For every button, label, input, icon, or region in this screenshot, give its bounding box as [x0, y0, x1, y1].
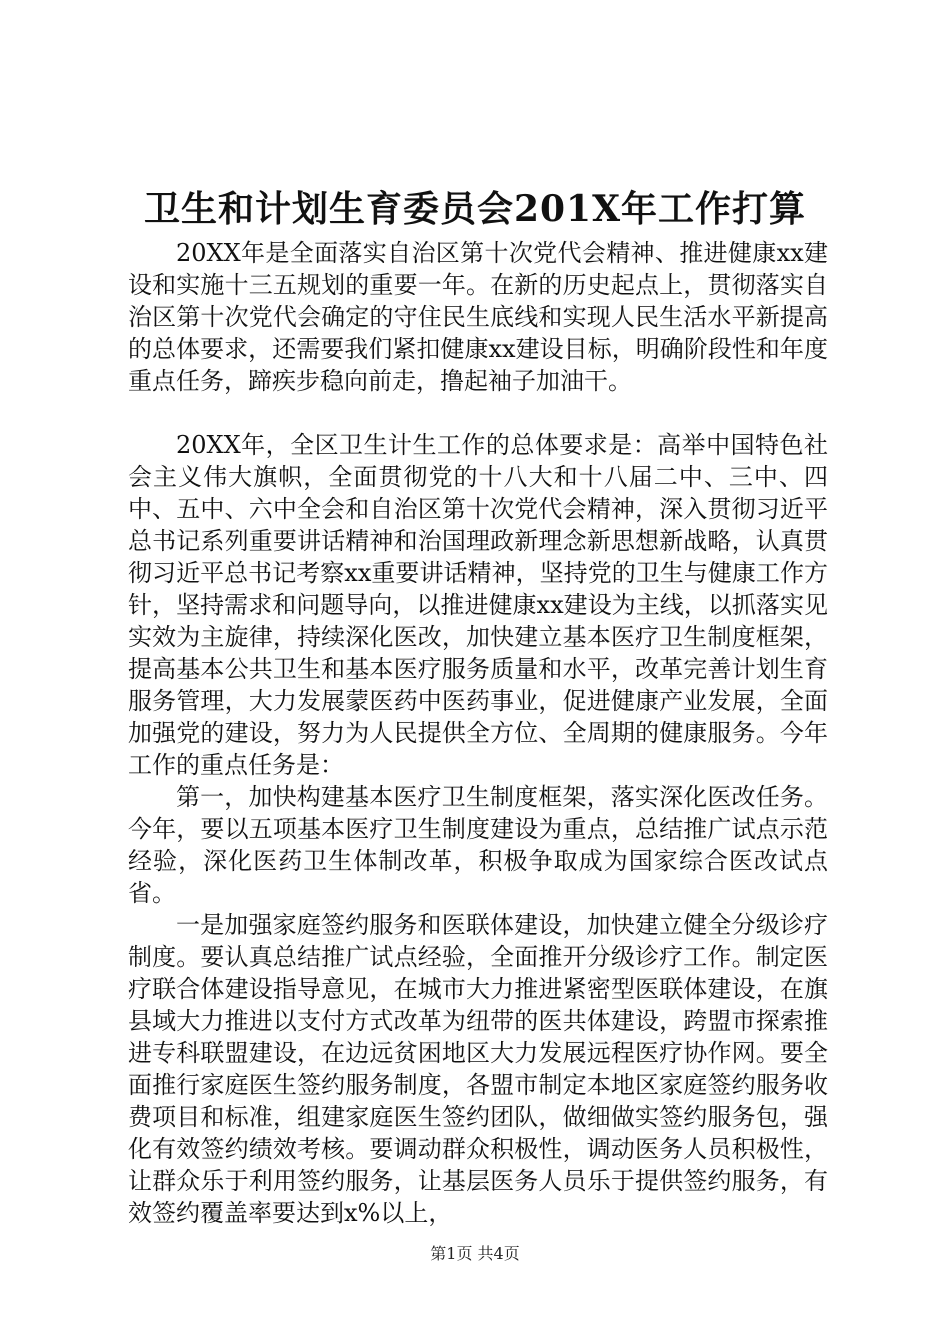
- paragraph-task-one: 第一，加快构建基本医疗卫生制度框架，落实深化医改任务。今年，要以五项基本医疗卫生制度建设为重点，总结推广试点示范经验，深化医药卫生体制改革，积极争取成为国家综合医改试点省。: [128, 783, 828, 907]
- page-number-footer: 第1页 共4页: [430, 1244, 520, 1263]
- document-body: [128, 237, 828, 1229]
- paragraph-item-one: 一是加强家庭签约服务和医联体建设，加快建立健全分级诊疗制度。要认真总结推广试点经验，全面推开分级诊疗工作。制定医疗联合体建设指导意见，在城市大力推进紧密型医联体建设，在旗县域大力推进以支付方式改革为纽带的医共体建设，跨盟市探索推进专科联盟建设，在边远贫困地区大力发展远程医疗协作网。要全面推行家庭医生签约服务制度，各盟市制定本地区家庭签约服务收费项目和标准，组建家庭医生签约团队，做细做实签约服务包，强化有效签约绩效考核。要调动群众积极性，调动医务人员积极性，让群众乐于利用签约服务，让基层医务人员乐于提供签约服务，有效签约覆盖率要达到x%以上，: [128, 911, 828, 1227]
- paragraph-spacer: [128, 397, 828, 429]
- document-title: 卫生和计划生育委员会201X年工作打算: [143, 188, 807, 230]
- paragraph-intro: 20XX年是全面落实自治区第十次党代会精神、推进健康xx建设和实施十三五规划的重要一年。在新的历史起点上，贯彻落实自治区第十次党代会确定的守住民生底线和实现人民生活水平新提高的总体要求，还需要我们紧扣健康xx建设目标，明确阶段性和年度重点任务，蹄疾步稳向前走，撸起袖子加油干。: [128, 239, 828, 395]
- paragraph-general-requirements: 20XX年，全区卫生计生工作的总体要求是：高举中国特色社会主义伟大旗帜，全面贯彻党的十八大和十八届二中、三中、四中、五中、六中全会和自治区第十次党代会精神，深入贯彻习近平总书记系列重要讲话精神和治国理政新理念新思想新战略，认真贯彻习近平总书记考察xx重要讲话精神，坚持党的卫生与健康工作方针，坚持需求和问题导向，以推进健康xx建设为主线，以抓落实见实效为主旋律，持续深化医改，加快建立基本医疗卫生制度框架，提高基本公共卫生和基本医疗服务质量和水平，改革完善计划生育服务管理，大力发展蒙医药中医药事业，促进健康产业发展，全面加强党的建设，努力为人民提供全方位、全周期的健康服务。今年工作的重点任务是：: [128, 431, 828, 779]
